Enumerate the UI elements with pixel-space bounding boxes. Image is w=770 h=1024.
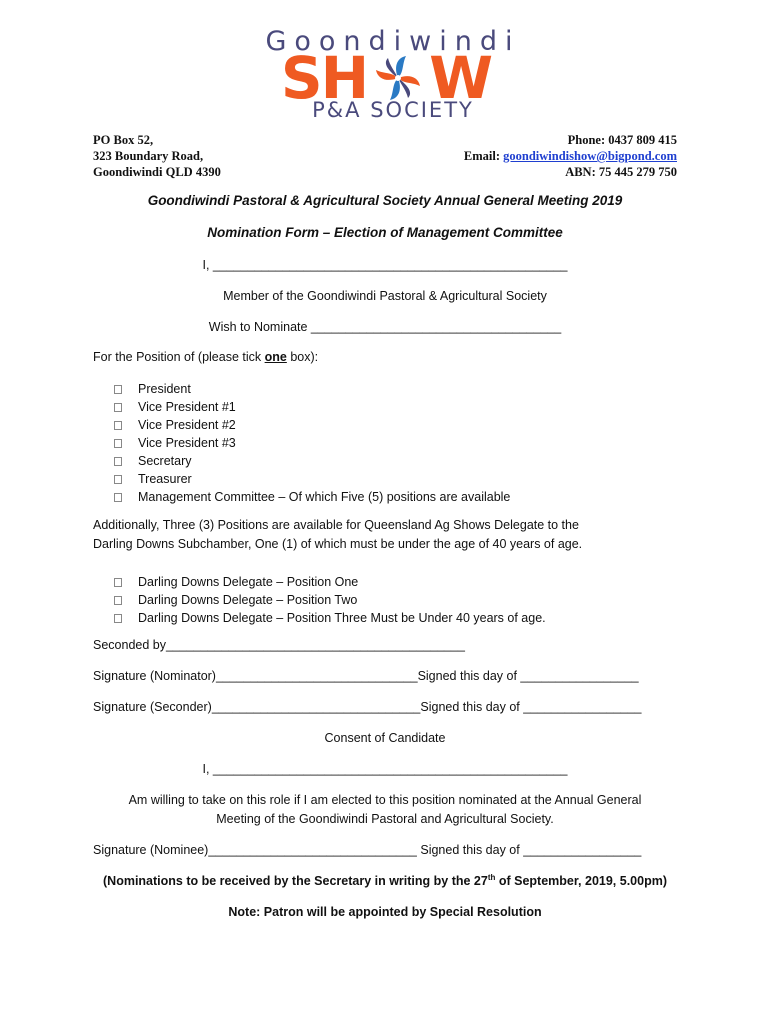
- address-line: PO Box 52,: [93, 133, 154, 147]
- delegate-label: Darling Downs Delegate – Position Two: [138, 593, 358, 607]
- position-label: Vice President #1: [138, 400, 236, 414]
- nominator-signature-line[interactable]: Signature (Nominator)_____________________________Signed this day of _________________: [93, 669, 639, 683]
- positions-checklist: [114, 380, 510, 506]
- deadline-post: of September, 2019, 5.00pm): [495, 874, 667, 888]
- checkbox[interactable]: [114, 596, 122, 605]
- position-label: Treasurer: [138, 472, 192, 486]
- delegate-option-position-two[interactable]: [114, 591, 546, 609]
- position-option-vice-president-2[interactable]: [114, 416, 510, 434]
- additional-positions-line-2: Darling Downs Subchamber, One (1) of which must be under the age of 40 years of age.: [93, 537, 583, 551]
- contact-details: [464, 132, 677, 180]
- logo-letter-s: S: [280, 44, 321, 112]
- nominee-signature-line[interactable]: Signature (Nominee)______________________________ Signed this day of _________________: [93, 843, 642, 857]
- position-prompt: [93, 348, 318, 366]
- checkbox[interactable]: [114, 614, 122, 623]
- position-prompt-pre: For the Position of (please tick: [93, 350, 265, 364]
- postal-address: [93, 132, 221, 180]
- seconded-by-line[interactable]: Seconded by___________________________________________: [93, 638, 465, 652]
- position-label: Secretary: [138, 454, 192, 468]
- deadline-pre: (Nominations to be received by the Secretary in writing by the 27: [103, 874, 488, 888]
- delegate-label: Darling Downs Delegate – Position Three Must be Under 40 years of age.: [138, 611, 546, 625]
- logo-title: Goondiwindi: [265, 26, 521, 57]
- email-row: [464, 148, 677, 164]
- logo-letter-h: H: [320, 44, 368, 112]
- email-label: Email:: [463, 149, 504, 163]
- position-option-secretary[interactable]: [114, 452, 510, 470]
- position-option-treasurer[interactable]: [114, 470, 510, 488]
- phone-number: Phone: 0437 809 415: [567, 133, 677, 147]
- address-line: Goondiwindi QLD 4390: [93, 165, 221, 179]
- nominator-name-line[interactable]: I, ___________________________________________________: [202, 258, 568, 272]
- member-line: Member of the Goondiwindi Pastoral & Agricultural Society: [223, 289, 547, 303]
- email-link[interactable]: goondiwindishow@bigpond.com: [503, 149, 677, 163]
- abn-number: ABN: 75 445 279 750: [565, 165, 677, 179]
- logo-letter-w: W: [429, 44, 492, 112]
- willing-statement-line-2: Meeting of the Goondiwindi Pastoral and Agricultural Society.: [216, 812, 554, 826]
- patron-note: Note: Patron will be appointed by Special Resolution: [228, 905, 542, 919]
- delegate-option-position-three[interactable]: [114, 609, 546, 627]
- delegate-option-position-one[interactable]: [114, 573, 546, 591]
- position-label: Management Committee – Of which Five (5) positions are available: [138, 490, 511, 504]
- position-prompt-post: box):: [286, 350, 319, 364]
- position-label: President: [138, 382, 191, 396]
- form-title: Goondiwindi Pastoral & Agricultural Society Annual General Meeting 2019: [147, 193, 623, 208]
- position-prompt-one: one: [264, 350, 287, 364]
- checkbox[interactable]: [114, 578, 122, 587]
- checkbox[interactable]: [114, 403, 122, 412]
- delegates-checklist: [114, 573, 546, 627]
- position-option-president[interactable]: [114, 380, 510, 398]
- position-label: Vice President #2: [138, 418, 236, 432]
- logo-subtitle: P&A SOCIETY: [312, 98, 474, 122]
- address-line: 323 Boundary Road,: [93, 149, 204, 163]
- checkbox[interactable]: [114, 385, 122, 394]
- checkbox[interactable]: [114, 421, 122, 430]
- consent-heading: Consent of Candidate: [324, 731, 446, 745]
- checkbox[interactable]: [114, 439, 122, 448]
- checkbox[interactable]: [114, 457, 122, 466]
- checkbox[interactable]: [114, 493, 122, 502]
- position-option-management-committee[interactable]: [114, 488, 510, 506]
- deadline-ordinal: th: [487, 872, 496, 882]
- willing-statement-line-1: Am willing to take on this role if I am elected to this position nominated at the Annual General: [128, 793, 642, 807]
- checkbox[interactable]: [114, 475, 122, 484]
- form-subtitle: Nomination Form – Election of Management Committee: [207, 225, 563, 240]
- position-option-vice-president-3[interactable]: [114, 434, 510, 452]
- additional-positions-line-1: Additionally, Three (3) Positions are available for Queensland Ag Shows Delegate to the: [93, 518, 579, 532]
- delegate-label: Darling Downs Delegate – Position One: [138, 575, 359, 589]
- deadline-notice: [0, 872, 770, 890]
- position-label: Vice President #3: [138, 436, 236, 450]
- pinwheel-icon: [369, 53, 427, 103]
- position-option-vice-president-1[interactable]: [114, 398, 510, 416]
- nominee-name-line[interactable]: Wish to Nominate ____________________________________: [208, 320, 562, 334]
- seconder-signature-line[interactable]: Signature (Seconder)______________________________Signed this day of _________________: [93, 700, 642, 714]
- candidate-name-line[interactable]: I, ___________________________________________________: [202, 762, 568, 776]
